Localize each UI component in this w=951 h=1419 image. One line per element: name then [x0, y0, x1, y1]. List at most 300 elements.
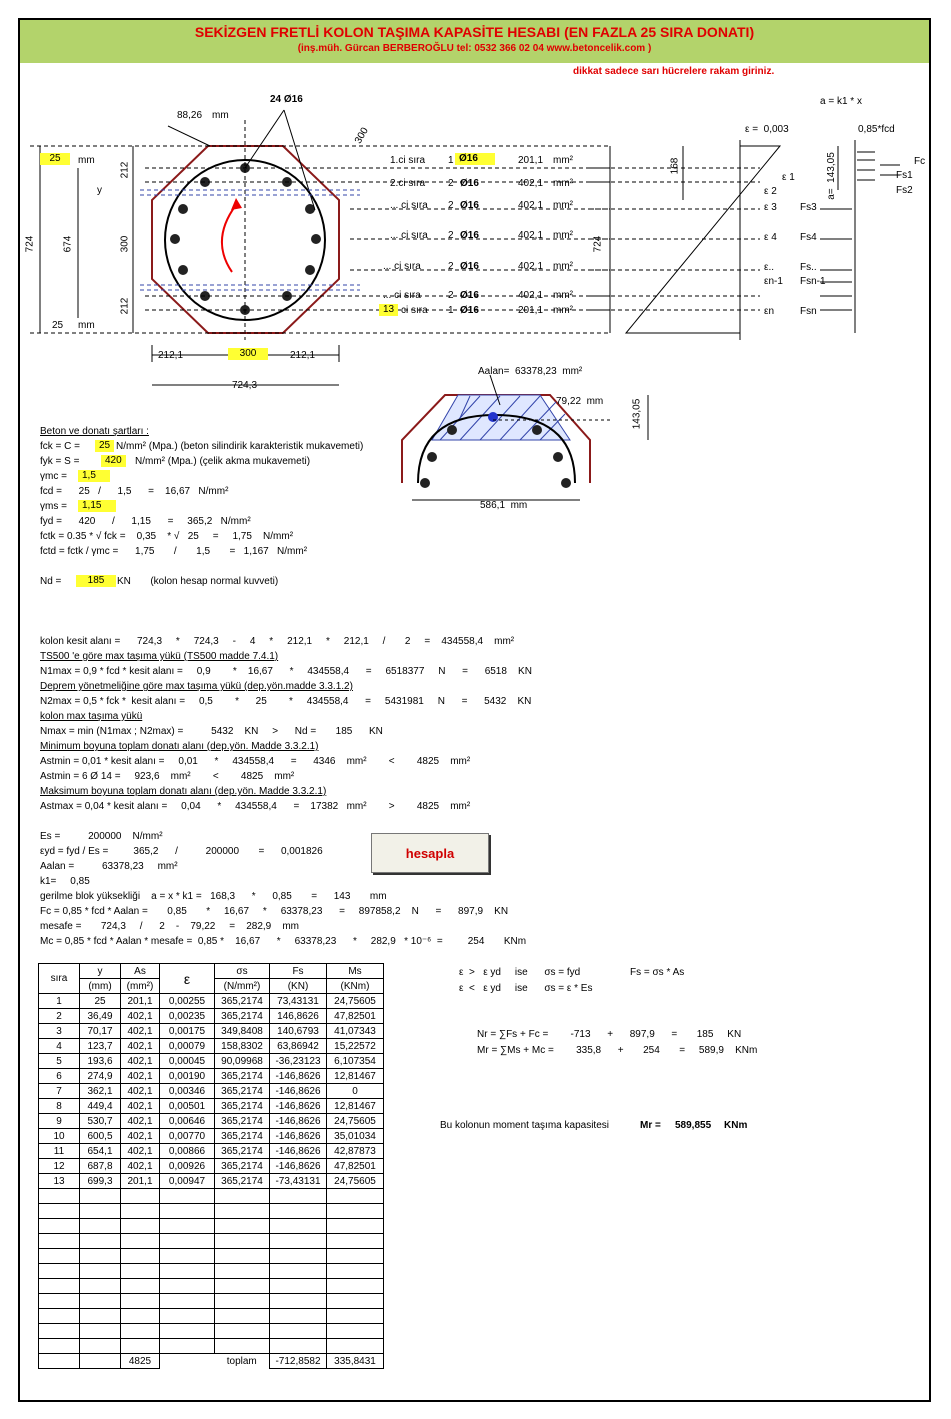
- gmc-input[interactable]: 1,5: [78, 470, 110, 482]
- force-label: Fs..: [800, 262, 817, 273]
- row-area: 402,1: [518, 290, 544, 301]
- page-subtitle: (inş.müh. Gürcan BERBEROĞLU tel: 0532 366 02 04 www.betoncelik.com ): [297, 43, 652, 54]
- table-cell: 4: [39, 1039, 80, 1054]
- table-cell: [80, 1234, 121, 1249]
- calc-line: Mc = 0,85 * fcd * Aalan * mesafe = 0,85 * 16,67 * 63378,23 * 282,9 * 10⁻⁶ = 254 KNm: [40, 936, 527, 947]
- row-area: 402,1: [518, 178, 544, 189]
- cover-angle-label: 88,26: [177, 110, 203, 121]
- width-2-label: 212,1: [290, 350, 316, 361]
- table-cell: [160, 1219, 215, 1234]
- table-cell: [270, 1339, 327, 1354]
- total-cell: 4825: [121, 1354, 160, 1369]
- row-diameter: Ø16: [460, 178, 479, 189]
- table-cell: [327, 1219, 384, 1234]
- table-cell: [215, 1339, 270, 1354]
- warning-note: dikkat sadece sarı hücrelere rakam giriniz.: [573, 66, 775, 77]
- strain-label: ε 1: [782, 172, 795, 183]
- calc-line: Deprem yönetmeliğine göre max taşıma yükü (dep.yön.madde 3.3.1.2): [40, 681, 353, 692]
- row-count: 2: [448, 261, 454, 272]
- strain-label: ε 3: [764, 202, 777, 213]
- row-area: 402,1: [518, 200, 544, 211]
- mm-label: mm: [212, 110, 229, 121]
- condition-1b: Fs = σs * As: [630, 967, 685, 978]
- table-cell: 12,81467: [327, 1099, 384, 1114]
- col-header: y: [80, 964, 121, 979]
- table-cell: [215, 1294, 270, 1309]
- table-cell: [80, 1294, 121, 1309]
- d168-label: 168: [669, 157, 681, 175]
- table-cell: 193,6: [80, 1054, 121, 1069]
- row-area: 201,1: [518, 305, 544, 316]
- table-cell: [270, 1204, 327, 1219]
- table-cell: [80, 1249, 121, 1264]
- row-diameter: Ø16: [460, 290, 479, 301]
- page-title: SEKİZGEN FRETLİ KOLON TAŞIMA KAPASİTE HESABI (EN FAZLA 25 SIRA DONATI): [194, 24, 755, 40]
- table-cell: 201,1: [121, 1174, 160, 1189]
- table-cell: [39, 1204, 80, 1219]
- dim-212-label: 212: [119, 297, 131, 315]
- params-heading: Beton ve donatı şartları :: [40, 426, 149, 437]
- row-name: ... ci sıra: [390, 200, 428, 211]
- table-cell: 6: [39, 1069, 80, 1084]
- fyk-input[interactable]: 420: [101, 455, 126, 467]
- table-cell: [160, 1249, 215, 1264]
- dim-300-label: 300: [119, 235, 131, 253]
- table-cell: -146,8626: [270, 1114, 327, 1129]
- table-cell: 402,1: [121, 1114, 160, 1129]
- table-cell: -146,8626: [270, 1129, 327, 1144]
- bar-count-label: 24 Ø16: [270, 94, 303, 105]
- row-diameter: Ø16: [460, 230, 479, 241]
- d724-label: 724: [592, 235, 604, 253]
- table-cell: -146,8626: [270, 1159, 327, 1174]
- table-cell: -73,43131: [270, 1174, 327, 1189]
- table-row: [39, 1039, 384, 1054]
- table-cell: [121, 1249, 160, 1264]
- table-cell: [80, 1339, 121, 1354]
- table-cell: 402,1: [121, 1039, 160, 1054]
- cover-input[interactable]: 25: [40, 153, 70, 165]
- table-cell: [327, 1234, 384, 1249]
- table-cell: [270, 1249, 327, 1264]
- table-cell: 274,9: [80, 1069, 121, 1084]
- table-cell: 123,7: [80, 1039, 121, 1054]
- row-name: 2.ci sıra: [390, 178, 426, 189]
- fyk-label: fyk = S =: [40, 456, 80, 467]
- table-row-empty: [39, 1264, 384, 1279]
- table-cell: -146,8626: [270, 1084, 327, 1099]
- table-cell: 402,1: [121, 1009, 160, 1024]
- table-row: [39, 1159, 384, 1174]
- table-cell: [215, 1309, 270, 1324]
- table-cell: [39, 1294, 80, 1309]
- mr-line: Mr = ∑Ms + Mc = 335,8 + 254 = 589,9 KNm: [477, 1045, 758, 1056]
- table-cell: [327, 1204, 384, 1219]
- row-name: ci sıra: [401, 305, 428, 316]
- table-cell: 365,2174: [215, 1099, 270, 1114]
- table-cell: [215, 1189, 270, 1204]
- table-cell: [160, 1324, 215, 1339]
- force-label: Fsn-1: [800, 276, 826, 287]
- table-cell: [160, 1309, 215, 1324]
- table-row-empty: [39, 1279, 384, 1294]
- result-value: 589,855: [675, 1120, 712, 1131]
- row-count: 1: [448, 155, 454, 166]
- result-mr-label: Mr =: [640, 1120, 661, 1131]
- table-cell: 402,1: [121, 1024, 160, 1039]
- table-cell: 47,82501: [327, 1009, 384, 1024]
- col-header: ε: [160, 964, 215, 994]
- table-cell: 365,2174: [215, 1174, 270, 1189]
- table-cell: [39, 1339, 80, 1354]
- y-axis-label: y: [97, 185, 102, 196]
- table-cell: [121, 1339, 160, 1354]
- col-header: σs: [215, 964, 270, 979]
- row-count: 2: [448, 230, 454, 241]
- force-label: Fsn: [800, 306, 817, 317]
- width-total-label: 724,3: [232, 380, 258, 391]
- nd-label: Nd =: [40, 576, 62, 587]
- row-diameter-input[interactable]: Ø16: [455, 153, 495, 165]
- table-cell: [327, 1324, 384, 1339]
- table-cell: [121, 1204, 160, 1219]
- height-label: 143,05: [631, 398, 643, 430]
- table-cell: 0,00866: [160, 1144, 215, 1159]
- table-cell: [80, 1309, 121, 1324]
- table-cell: [270, 1234, 327, 1249]
- strain-label: εn: [764, 306, 775, 317]
- table-cell: 0,00045: [160, 1054, 215, 1069]
- fyd-line: fyd = 420 / 1,15 = 365,2 N/mm²: [40, 516, 251, 527]
- table-cell: 402,1: [121, 1054, 160, 1069]
- table-cell: 25: [80, 994, 121, 1009]
- table-cell: 7: [39, 1084, 80, 1099]
- table-row: [39, 1099, 384, 1114]
- calc-line: Es = 200000 N/mm²: [40, 831, 163, 842]
- total-cell: [160, 1354, 215, 1369]
- table-row-empty: [39, 1219, 384, 1234]
- row-unit: mm²: [553, 155, 573, 166]
- fck-label: fck = C =: [40, 441, 81, 452]
- table-cell: -146,8626: [270, 1069, 327, 1084]
- total-cell: [39, 1354, 80, 1369]
- table-cell: 402,1: [121, 1129, 160, 1144]
- table-cell: [160, 1264, 215, 1279]
- table-cell: 0: [327, 1084, 384, 1099]
- row-area: 201,1: [518, 155, 544, 166]
- table-cell: 362,1: [80, 1084, 121, 1099]
- table-cell: [121, 1294, 160, 1309]
- table-cell: [270, 1219, 327, 1234]
- result-label: Bu kolonun moment taşıma kapasitesi: [440, 1120, 609, 1131]
- unit-header: (KNm): [327, 979, 384, 994]
- calc-line: kolon max taşıma yükü: [40, 711, 143, 722]
- table-row-empty: [39, 1234, 384, 1249]
- table-row: [39, 1084, 384, 1099]
- table-row-empty: [39, 1204, 384, 1219]
- table-cell: 0,00255: [160, 994, 215, 1009]
- dim-212-label: 212: [119, 161, 131, 179]
- row-area: 402,1: [518, 230, 544, 241]
- table-row-empty: [39, 1309, 384, 1324]
- force-label: Fs4: [800, 232, 817, 243]
- table-cell: 687,8: [80, 1159, 121, 1174]
- table-cell: 63,86942: [270, 1039, 327, 1054]
- table-cell: 158,8302: [215, 1039, 270, 1054]
- table-cell: [215, 1264, 270, 1279]
- table-cell: [215, 1249, 270, 1264]
- table-cell: 402,1: [121, 1144, 160, 1159]
- gmc-label: γmc =: [40, 471, 67, 482]
- table-cell: [39, 1249, 80, 1264]
- table-cell: [327, 1294, 384, 1309]
- nd-input[interactable]: 185: [76, 575, 116, 587]
- table-cell: [121, 1264, 160, 1279]
- table-cell: 9: [39, 1114, 80, 1129]
- table-cell: 0,00770: [160, 1129, 215, 1144]
- width-label: 586,1 mm: [480, 500, 528, 511]
- table-cell: 6,107354: [327, 1054, 384, 1069]
- table-cell: 530,7: [80, 1114, 121, 1129]
- calc-line: Minimum boyuna toplam donatı alanı (dep.yön. Madde 3.3.2.1): [40, 741, 319, 752]
- area-label: Aalan= 63378,23 mm²: [478, 366, 583, 377]
- table-cell: [80, 1204, 121, 1219]
- dim-724-label: 724: [24, 235, 36, 253]
- force-label: Fs2: [896, 185, 913, 196]
- table-cell: 2: [39, 1009, 80, 1024]
- distance-label: 79,22 mm: [556, 396, 604, 407]
- row-count-input[interactable]: 13: [379, 304, 398, 316]
- row-count: 2: [448, 290, 454, 301]
- table-cell: [270, 1264, 327, 1279]
- calc-line: Maksimum boyuna toplam donatı alanı (dep.yön. Madde 3.3.2.1): [40, 786, 327, 797]
- table-cell: 0,00175: [160, 1024, 215, 1039]
- result-unit: KNm: [724, 1120, 748, 1131]
- strain-top: ε = 0,003: [745, 124, 789, 135]
- table-cell: 600,5: [80, 1129, 121, 1144]
- gms-label: γms =: [40, 501, 67, 512]
- row-diameter: Ø16: [460, 261, 479, 272]
- row-count: 1: [448, 305, 454, 316]
- table-cell: 699,3: [80, 1174, 121, 1189]
- row-unit: mm²: [553, 290, 573, 301]
- table-row: [39, 1114, 384, 1129]
- calc-line: Aalan = 63378,23 mm²: [40, 861, 178, 872]
- row-area: 402,1: [518, 261, 544, 272]
- strain-label: ε 4: [764, 232, 777, 243]
- table-cell: 24,75605: [327, 994, 384, 1009]
- table-cell: [215, 1219, 270, 1234]
- table-cell: [80, 1264, 121, 1279]
- table-cell: [215, 1234, 270, 1249]
- calculate-button[interactable]: hesapla: [371, 833, 489, 873]
- table-cell: [160, 1204, 215, 1219]
- calc-line: Astmin = 6 Ø 14 = 923,6 mm² < 4825 mm²: [40, 771, 295, 782]
- force-label: Fs3: [800, 202, 817, 213]
- table-row-empty: [39, 1324, 384, 1339]
- table-cell: [327, 1339, 384, 1354]
- table-cell: [121, 1279, 160, 1294]
- table-row: [39, 1024, 384, 1039]
- table-cell: 12,81467: [327, 1069, 384, 1084]
- table-cell: 41,07343: [327, 1024, 384, 1039]
- unit-header: (mm²): [121, 979, 160, 994]
- table-cell: 0,00947: [160, 1174, 215, 1189]
- table-cell: 24,75605: [327, 1114, 384, 1129]
- table-cell: 365,2174: [215, 1144, 270, 1159]
- table-total-row: [39, 1354, 384, 1369]
- table-cell: 365,2174: [215, 1069, 270, 1084]
- table-body: [39, 994, 384, 1369]
- a-dim-label: a= 143,05: [825, 152, 837, 200]
- unit-header: (mm): [80, 979, 121, 994]
- table-cell: [39, 1279, 80, 1294]
- condition-1: ε > ε yd ise σs = fyd: [459, 967, 581, 978]
- table-cell: 35,01034: [327, 1129, 384, 1144]
- calc-line: Fc = 0,85 * fcd * Aalan = 0,85 * 16,67 * 63378,23 = 897858,2 N = 897,9 KN: [40, 906, 509, 917]
- table-cell: -146,8626: [270, 1144, 327, 1159]
- table-cell: [327, 1279, 384, 1294]
- table-row: [39, 1069, 384, 1084]
- table-cell: 47,82501: [327, 1159, 384, 1174]
- total-cell: -712,8582: [270, 1354, 327, 1369]
- mm-label: mm: [78, 320, 95, 331]
- table-cell: [39, 1324, 80, 1339]
- table-cell: 42,87873: [327, 1144, 384, 1159]
- table-cell: [160, 1189, 215, 1204]
- row-unit: mm²: [553, 230, 573, 241]
- table-cell: 449,4: [80, 1099, 121, 1114]
- table-cell: [327, 1309, 384, 1324]
- table-cell: 0,00079: [160, 1039, 215, 1054]
- table-cell: [39, 1234, 80, 1249]
- table-cell: [121, 1324, 160, 1339]
- table-cell: [80, 1189, 121, 1204]
- table-cell: 365,2174: [215, 994, 270, 1009]
- table-cell: [215, 1324, 270, 1339]
- table-cell: [215, 1279, 270, 1294]
- calc-line: gerilme blok yüksekliği a = x * k1 = 168,3 * 0,85 = 143 mm: [40, 891, 387, 902]
- table-cell: 3: [39, 1024, 80, 1039]
- row-unit: mm²: [553, 305, 573, 316]
- results-table: [38, 963, 384, 1369]
- table-cell: [39, 1309, 80, 1324]
- table-cell: 402,1: [121, 1159, 160, 1174]
- bottom-cover-label: 25: [52, 320, 64, 331]
- calc-line: TS500 'e göre max taşıma yükü (TS500 madde 7.4.1): [40, 651, 279, 662]
- condition-2: ε < ε yd ise σs = ε * Es: [459, 983, 593, 994]
- calc-line: Nmax = min (N1max ; N2max) = 5432 KN > Nd = 185 KN: [40, 726, 383, 737]
- table-cell: [121, 1189, 160, 1204]
- table-cell: 36,49: [80, 1009, 121, 1024]
- table-cell: [270, 1294, 327, 1309]
- table-cell: 11: [39, 1144, 80, 1159]
- force-label: Fs1: [896, 170, 913, 181]
- table-cell: -146,8626: [270, 1099, 327, 1114]
- table-cell: 0,00190: [160, 1069, 215, 1084]
- table-cell: 0,00235: [160, 1009, 215, 1024]
- row-unit: mm²: [553, 261, 573, 272]
- width-1-label: 212,1: [158, 350, 184, 361]
- force-label: Fc: [914, 156, 926, 167]
- col-header: As: [121, 964, 160, 979]
- table-cell: [121, 1309, 160, 1324]
- table-cell: 70,17: [80, 1024, 121, 1039]
- table-cell: 10: [39, 1129, 80, 1144]
- table-cell: [270, 1189, 327, 1204]
- row-count: 2: [448, 178, 454, 189]
- table-row: [39, 1144, 384, 1159]
- table-cell: 365,2174: [215, 1159, 270, 1174]
- table-cell: [121, 1234, 160, 1249]
- row-unit: mm²: [553, 200, 573, 211]
- table-cell: 90,09968: [215, 1054, 270, 1069]
- fyk-unit: N/mm² (Mpa.) (çelik akma mukavemeti): [135, 456, 311, 467]
- table-row: [39, 1129, 384, 1144]
- table-cell: 365,2174: [215, 1129, 270, 1144]
- fcd-label: 0,85*fcd: [858, 124, 895, 135]
- table-cell: [160, 1294, 215, 1309]
- col-header: sıra: [39, 964, 80, 994]
- table-cell: 402,1: [121, 1069, 160, 1084]
- row-name: 1.ci sıra: [390, 155, 426, 166]
- table-cell: [270, 1279, 327, 1294]
- width-mid-input[interactable]: 300: [228, 348, 268, 360]
- fck-input[interactable]: 25: [95, 440, 114, 452]
- table-cell: 15,22572: [327, 1039, 384, 1054]
- table-cell: [80, 1279, 121, 1294]
- table-cell: 24,75605: [327, 1174, 384, 1189]
- total-cell: 335,8431: [327, 1354, 384, 1369]
- row-diameter: Ø16: [460, 305, 479, 316]
- calc-line: εyd = fyd / Es = 365,2 / 200000 = 0,001826: [40, 846, 323, 857]
- table-cell: [160, 1234, 215, 1249]
- table-cell: 12: [39, 1159, 80, 1174]
- table-cell: 0,00926: [160, 1159, 215, 1174]
- a-formula: a = k1 * x: [820, 96, 862, 107]
- calc-line: mesafe = 724,3 / 2 - 79,22 = 282,9 mm: [40, 921, 300, 932]
- table-cell: [160, 1279, 215, 1294]
- table-row-empty: [39, 1294, 384, 1309]
- calc-line: Astmin = 0,01 * kesit alanı = 0,01 * 434558,4 = 4346 mm² < 4825 mm²: [40, 756, 471, 767]
- total-cell: [80, 1354, 121, 1369]
- table-cell: [215, 1204, 270, 1219]
- table-cell: 0,00501: [160, 1099, 215, 1114]
- table-cell: 73,43131: [270, 994, 327, 1009]
- table-row: [39, 1009, 384, 1024]
- side-300-label: 300: [352, 125, 371, 146]
- table-row-empty: [39, 1189, 384, 1204]
- table-cell: 5: [39, 1054, 80, 1069]
- strain-label: ε..: [764, 262, 775, 273]
- calc-line: N1max = 0,9 * fcd * kesit alanı = 0,9 * 16,67 * 434558,4 = 6518377 N = 6518 KN: [40, 666, 532, 677]
- table-cell: 0,00646: [160, 1114, 215, 1129]
- table-cell: 402,1: [121, 1099, 160, 1114]
- gms-input[interactable]: 1,15: [78, 500, 116, 512]
- table-row: [39, 1054, 384, 1069]
- table-cell: 402,1: [121, 1084, 160, 1099]
- table-cell: -36,23123: [270, 1054, 327, 1069]
- table-cell: 13: [39, 1174, 80, 1189]
- table-cell: 349,8408: [215, 1024, 270, 1039]
- table-cell: [39, 1264, 80, 1279]
- strain-label: εn-1: [764, 276, 783, 287]
- table-cell: 140,6793: [270, 1024, 327, 1039]
- row-name: ... ci sıra: [383, 261, 421, 272]
- unit-header: (KN): [270, 979, 327, 994]
- col-header: Ms: [327, 964, 384, 979]
- table-cell: [270, 1309, 327, 1324]
